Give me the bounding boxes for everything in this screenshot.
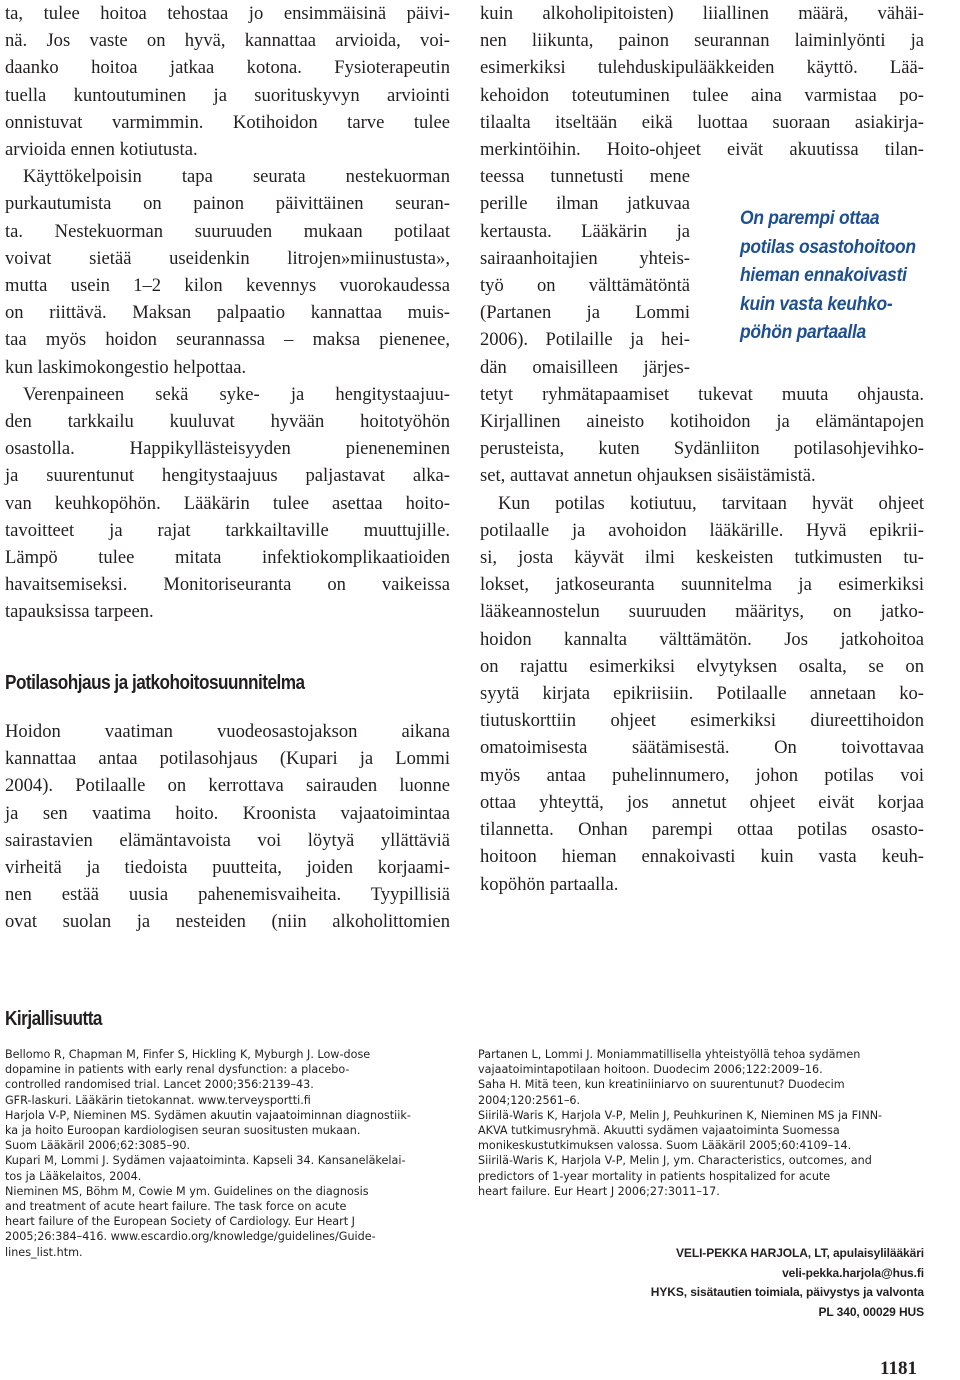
text-line: tiutuskorttiin ohjeet esimerkiksi diureettihoidon — [480, 710, 924, 732]
text-line: perusteista, kuten Sydänliiton potilasohjevihko- — [480, 438, 924, 460]
reference-line: Harjola V-P, Nieminen MS. Sydämen akuutin vajaatoiminnan diagnostiik- — [5, 1108, 411, 1122]
text-line: tavoitteet ja rajat tarkkailtaville muuttujille. — [5, 519, 450, 541]
reference-line: Siirilä-Waris K, Harjola V-P, Melin J, ym. Characteristics, outcomes, and — [478, 1154, 872, 1168]
author-block — [651, 1244, 924, 1322]
reference-line: 2005;26:384–416. www.escardio.org/knowledge/guidelines/Guide- — [5, 1230, 376, 1244]
pull-quote-line: hieman ennakoivasti — [740, 265, 907, 286]
reference-line: Siirilä-Waris K, Harjola V-P, Melin J, Peuhkurinen K, Nieminen MS ja FINN- — [478, 1108, 883, 1122]
author-name: VELI-PEKKA HARJOLA, LT, apulaisylilääkäri — [676, 1246, 924, 1260]
text-line: kertausta. Lääkärin ja — [480, 220, 690, 242]
text-line: ovat suolan ja nesteiden (niin alkoholittomien — [5, 911, 450, 933]
text-line: nä. Jos vaste on hyvä, kannattaa arvioida, voi- — [5, 30, 450, 52]
text-line: ottaa yhteyttä, jos annetut ohjeet eivät korjaa — [480, 791, 924, 813]
text-line: hoidon kannalta välttämätön. Jos jatkohoitoa — [480, 628, 924, 650]
text-line: tilannetta. Onhan parempi ottaa potilas osasto- — [480, 819, 924, 841]
text-line: potilaalle ja avohoidon lääkärille. Hyvä epikrii- — [480, 519, 924, 541]
text-line: perille ilman jatkuvaa — [480, 193, 690, 215]
reference-item — [5, 1184, 450, 1260]
reference-item — [478, 1047, 926, 1077]
text-line: Hoidon vaatiman vuodeosastojakson aikana — [5, 721, 450, 742]
text-line: tapauksissa tarpeen. — [5, 601, 154, 623]
text-line: tuella kuntoutuminen ja suorituskyvyn arviointi — [5, 84, 450, 106]
text-line: Kun potilas kotiutuu, tarvitaan hyvät ohjeet — [498, 492, 924, 514]
text-line: (Partanen ja Lommi — [480, 302, 690, 324]
text-line: omatoimisesta säätämisestä. On toivottavaa — [480, 737, 924, 759]
text-line: esimerkiksi tulehduskipulääkkeiden käyttö. Lää- — [480, 57, 924, 79]
text-line: dän omaisilleen järjes- — [480, 356, 690, 378]
pull-quote-line: On parempi ottaa — [740, 208, 880, 229]
text-line: ta. Nestekuorman suuruuden mukaan potilaat — [5, 220, 450, 242]
reference-line: tos ja Lääkelaitos, 2004. — [5, 1169, 142, 1183]
text-line: tilaalta itseltään eikä luottaa suoraan asiakirja- — [480, 111, 924, 133]
reference-line: Bellomo R, Chapman M, Finfer S, Hickling K, Myburgh J. Low-dose — [5, 1048, 371, 1061]
text-line: sairastavien elämäntavoista voi löytyä yllättäviä — [5, 829, 450, 851]
text-line: ja sen vaatima hoito. Kroonista vajaatoimintaa — [5, 802, 450, 824]
reference-line: heart failure. Eur Heart J 2006;27:3011–17. — [478, 1184, 720, 1198]
references-left — [5, 1047, 450, 1260]
text-line: kun laskimokongestio helpottaa. — [5, 356, 247, 378]
text-line: 2004). Potilaalle on kerrottava sairauden luonne — [5, 775, 450, 797]
text-line: kopöhön partaalla. — [480, 873, 619, 895]
text-line: lokset, jatkoseuranta suunnitelma ja esimerkiksi — [480, 574, 924, 596]
reference-item — [5, 1108, 450, 1154]
reference-line: 2004;120:2561–6. — [478, 1093, 581, 1107]
reference-line: Partanen L, Lommi J. Moniammatillisella yhteistyöllä tehoa sydämen — [478, 1048, 861, 1061]
text-line: arvioida ennen kotiutusta. — [5, 139, 198, 161]
reference-line: heart failure of the European Society of Cardiology. Eur Heart J — [5, 1215, 355, 1229]
text-line: voivat sietää useidenkin litrojen»miinustusta», — [5, 247, 450, 269]
reference-item — [5, 1153, 450, 1183]
reference-line: GFR-laskuri. Lääkärin tietokannat. www.terveysportti.fi — [5, 1093, 311, 1107]
reference-line: and treatment of acute heart failure. The task force on acute — [5, 1200, 347, 1214]
text-line: merkintöihin. Hoito-ohjeet eivät akuutissa tilan- — [480, 139, 924, 161]
text-line: mutta usein 1–2 kilon kevennys vuorokaudessa — [5, 275, 450, 297]
text-line: Lämpö tulee mitata infektiokomplikaatioiden — [5, 547, 450, 569]
text-line: kuin alkoholipitoisten) liiallinen määrä, vähäi- — [480, 3, 924, 24]
text-line: tetyt ryhmätapaamiset tukevat muuta ohjausta. — [480, 383, 924, 405]
reference-item — [5, 1093, 450, 1108]
text-line: si, josta käyvät ilmi keskeisten tutkimusten tu- — [480, 547, 924, 569]
reference-item — [478, 1077, 926, 1107]
text-line: hoitoon hieman ennakoivasti kuin vasta keuh- — [480, 846, 924, 868]
author-email[interactable]: veli-pekka.harjola@hus.fi — [782, 1265, 924, 1280]
text-line: havaitsemiseksi. Monitoriseuranta on vaikeissa — [5, 574, 450, 596]
reference-line: Saha H. Mitä teen, kun kreatiniiniarvo on suurentunut? Duodecim — [478, 1078, 845, 1092]
text-line: lääkeannostelun suuruuden määritys, on jatko- — [480, 601, 924, 623]
author-address: PL 340, 00029 HUS — [818, 1304, 924, 1319]
text-line: nen liikunta, painon seurannan laiminlyönti ja — [480, 30, 924, 52]
reference-line: Kupari M, Lommi J. Sydämen vajaatoiminta. Kapseli 34. Kansaneläkelai- — [5, 1154, 406, 1168]
page-number: 1181 — [880, 1358, 917, 1379]
text-line: sairaanhoitajien yhteis- — [480, 247, 690, 269]
text-line: set, auttavat annetun ohjauksen sisäistämistä. — [480, 465, 816, 487]
text-line: Käyttökelpoisin tapa seurata nestekuorman — [23, 166, 450, 188]
reference-line: monikeskustutkimuksen valossa. Suom Lääkäril 2005;60:4109–14. — [478, 1139, 852, 1153]
reference-item — [478, 1153, 926, 1199]
author-affiliation: HYKS, sisätautien toimiala, päivystys ja valvonta — [650, 1285, 924, 1300]
text-line: van keuhkopöhön. Lääkärin tulee asettaa hoito- — [5, 492, 450, 514]
text-line: kehoidon toteutuminen tulee aina varmistaa po- — [480, 84, 924, 106]
text-line: 2006). Potilaille ja hei- — [480, 329, 690, 351]
text-line: ja suurentunut hengitystaajuus paljastavat alka- — [5, 465, 450, 487]
reference-line: AKVA tutkimusryhmä. Akuutti sydämen vajaatoiminta Suomessa — [478, 1124, 840, 1138]
text-line: onnistuvat varmimmin. Kotihoidon tarve tulee — [5, 111, 450, 133]
left-column — [5, 0, 450, 626]
text-line: kannattaa antaa potilasohjaus (Kupari ja Lommi — [5, 748, 450, 770]
pull-quote-line: kuin vasta keuhko- — [740, 293, 893, 315]
reference-line: lines_list.htm. — [5, 1245, 83, 1259]
reference-item — [5, 1047, 450, 1093]
text-line: nen estää uusia pahenemisvaiheita. Tyypillisiä — [5, 884, 450, 906]
reference-line: Nieminen MS, Böhm M, Cowie M ym. Guidelines on the diagnosis — [5, 1184, 369, 1198]
text-line: on riittävä. Maksan palpaatio kannattaa muis- — [5, 302, 450, 324]
references-heading: Kirjallisuutta — [5, 1008, 102, 1030]
text-line: den tarkkailu kuuluvat hyvään hoitotyöhön — [5, 411, 450, 433]
text-line: ta, tulee hoitoa tehostaa jo ensimmäisinä päivi- — [5, 3, 450, 24]
pull-quote-line: potilas osastohoitoon — [740, 236, 916, 258]
text-line: teessa tunnetusti mene — [480, 166, 690, 188]
right-column — [480, 0, 924, 898]
reference-line: vajaatoimintapotilaan hoitoon. Duodecim 2006;122:2009–16. — [478, 1063, 823, 1077]
reference-line: ka ja hoito Euroopan kardiologisen seuran suositusten mukaan. — [5, 1124, 361, 1138]
text-line: taa myös hoidon seurannassa – maksa pienenee, — [5, 329, 450, 351]
reference-line: controlled randomised trial. Lancet 2000;356:2139–43. — [5, 1078, 314, 1092]
text-line: Kirjallinen aineisto kotihoidon ja elämäntapojen — [480, 411, 924, 433]
pull-quote-line: pöhön partaalla — [740, 322, 867, 343]
pull-quote — [740, 205, 960, 348]
text-line: daanko hoitoa jatkaa kotona. Fysioterapeutin — [5, 57, 450, 79]
reference-item — [478, 1108, 926, 1154]
references-right — [478, 1047, 926, 1199]
text-line: on rajattu esimerkiksi elvytyksen osalta, se on — [480, 655, 924, 677]
text-line: purkautumista on painon päivittäinen seuran- — [5, 193, 450, 215]
text-line: osastolla. Happikyllästeisyyden pieneneminen — [5, 438, 450, 460]
text-line: syytä kirjata epikriisiin. Potilaalle annetaan ko- — [480, 683, 924, 705]
text-line: myös antaa puhelinnumero, johon potilas voi — [480, 764, 924, 786]
reference-line: dopamine in patients with early renal dysfunction: a placebo- — [5, 1063, 350, 1077]
left-column-continued — [5, 718, 450, 936]
text-line: Verenpaineen sekä syke- ja hengitystaajuu- — [23, 383, 450, 405]
text-line: virheitä ja tiedoista puutteita, joiden korjaami- — [5, 857, 450, 879]
text-line: työ on välttämätöntä — [480, 275, 690, 297]
section-heading: Potilasohjaus ja jatkohoitosuunnitelma — [5, 672, 305, 694]
reference-line: Suom Lääkäril 2006;62:3085–90. — [5, 1139, 191, 1153]
reference-line: predictors of 1-year mortality in patients hospitalized for acute — [478, 1169, 831, 1183]
